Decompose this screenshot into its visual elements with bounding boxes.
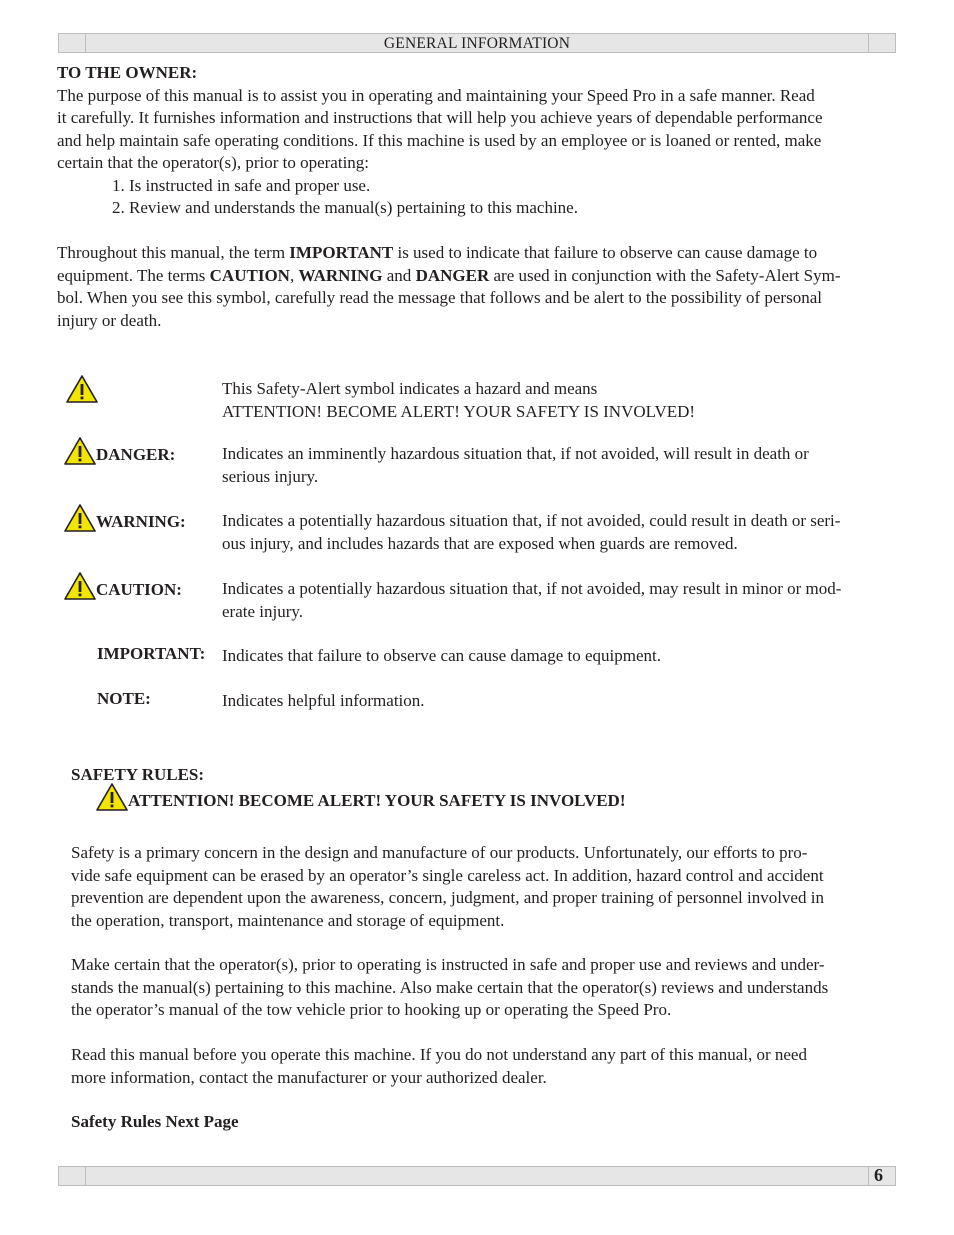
safety-line: stands the manual(s) pertaining to this machine. Also make certain that the operator(s) reviews and understands <box>71 977 829 997</box>
safety-line: Safety is a primary concern in the design and manufacture of our products. Unfortunately, our efforts to pro- <box>71 843 808 862</box>
warning-triangle-icon <box>96 783 128 811</box>
description-line: Indicates an imminently hazardous situation that, if not avoided, will result in death or <box>222 444 809 463</box>
description-line: Indicates that failure to observe can cause damage to equipment. <box>222 646 661 665</box>
definition-term <box>64 442 175 470</box>
warning-triangle-icon <box>64 572 96 600</box>
text-run: Throughout this manual, the term <box>57 243 290 262</box>
text-run: equipment. The terms <box>57 265 210 285</box>
description-line: Indicates a potentially hazardous situation that, if not avoided, may result in minor or mod- <box>222 579 842 598</box>
term-label: WARNING: <box>96 511 186 531</box>
definition-description <box>222 377 912 423</box>
warning-triangle-icon <box>64 437 96 465</box>
term-label: NOTE: <box>97 689 151 708</box>
safety-line: the operation, transport, maintenance and storage of equipment. <box>71 910 505 930</box>
terms-line <box>57 242 937 265</box>
safety-rules-section <box>71 764 931 816</box>
safety-paragraph-2 <box>71 954 931 1022</box>
footer-bar <box>58 1166 896 1186</box>
definition-description <box>222 577 912 623</box>
terms-line: injury or death. <box>57 310 162 330</box>
header-bar <box>58 33 896 53</box>
safety-alert-line <box>71 788 931 816</box>
warning-triangle-icon <box>66 375 98 403</box>
safety-rules-heading: SAFETY RULES: <box>71 765 205 784</box>
definition-description <box>222 689 912 712</box>
term-label: IMPORTANT: <box>97 644 206 663</box>
terms-line <box>57 265 937 288</box>
text-run: are used in conjunction with the Safety-Alert Sym- <box>489 265 841 285</box>
description-line: ous injury, and includes hazards that are exposed when guards are removed. <box>222 534 738 553</box>
warning-triangle-icon <box>64 504 96 532</box>
term-label: CAUTION: <box>96 579 182 599</box>
term-caution: CAUTION <box>209 265 290 285</box>
description-line: This Safety-Alert symbol indicates a hazard and means <box>222 379 598 398</box>
terms-line: bol. When you see this symbol, carefully read the message that follows and be alert to the possibility of personal <box>57 288 822 307</box>
page-number: 6 <box>874 1165 883 1185</box>
term-important: IMPORTANT <box>289 243 394 262</box>
owner-list-item: 2. Review and understands the manual(s) pertaining to this machine. <box>112 198 578 217</box>
safety-line: prevention are dependent upon the awareness, concern, judgment, and proper training of personnel involved in <box>71 888 824 907</box>
definition-term <box>64 577 182 605</box>
owner-line: it carefully. It furnishes information and instructions that will help you achieve years of dependable performance <box>57 108 823 127</box>
definition-term <box>97 689 151 709</box>
terms-paragraph <box>57 242 937 332</box>
definition-term <box>64 509 186 537</box>
description-line: Indicates helpful information. <box>222 691 425 710</box>
description-line: serious injury. <box>222 467 319 486</box>
definition-description <box>222 644 912 667</box>
description-line: Indicates a potentially hazardous situation that, if not avoided, could result in death or seri- <box>222 511 841 530</box>
footer-bar-left-cap <box>59 1167 86 1185</box>
definition-term <box>66 380 98 408</box>
owner-line: and help maintain safe operating conditions. If this machine is used by an employee or is loaned or rented, make <box>57 130 822 150</box>
definition-term <box>97 644 205 664</box>
owner-list-item: 1. Is instructed in safe and proper use. <box>112 175 371 195</box>
text-run: is used to indicate that failure to observe can cause damage to <box>393 243 818 262</box>
owner-line: certain that the operator(s), prior to operating: <box>57 153 370 172</box>
safety-line: Make certain that the operator(s), prior to operating is instructed in safe and proper use and reviews and under- <box>71 955 825 974</box>
safety-line: the operator’s manual of the tow vehicle prior to hooking up or operating the Speed Pro. <box>71 1000 672 1019</box>
text-run: and <box>382 265 416 285</box>
safety-alert-text: ATTENTION! BECOME ALERT! YOUR SAFETY IS INVOLVED! <box>128 790 626 810</box>
owner-line: The purpose of this manual is to assist you in operating and maintaining your Speed Pro in a safe manner. Read <box>57 85 815 105</box>
safety-paragraph-1 <box>71 842 931 932</box>
owner-section <box>57 62 927 220</box>
term-warning: WARNING <box>298 265 383 285</box>
text-run: , <box>289 265 299 285</box>
safety-paragraph-3 <box>71 1044 931 1089</box>
safety-line: vide safe equipment can be erased by an operator’s single careless act. In addition, hazard control and accident <box>71 865 824 885</box>
term-label: DANGER: <box>96 444 176 464</box>
term-danger: DANGER <box>415 265 490 285</box>
safety-line: Read this manual before you operate this machine. If you do not understand any part of this manual, or need <box>71 1045 807 1064</box>
section-title: GENERAL INFORMATION <box>383 35 571 52</box>
owner-heading: TO THE OWNER: <box>57 63 198 82</box>
description-line: ATTENTION! BECOME ALERT! YOUR SAFETY IS INVOLVED! <box>222 402 696 421</box>
definition-description <box>222 509 912 555</box>
safety-next-page-note: Safety Rules Next Page <box>71 1112 239 1131</box>
description-line: erate injury. <box>222 602 304 621</box>
definition-description <box>222 442 912 488</box>
safety-line: more information, contact the manufacturer or your authorized dealer. <box>71 1067 547 1087</box>
